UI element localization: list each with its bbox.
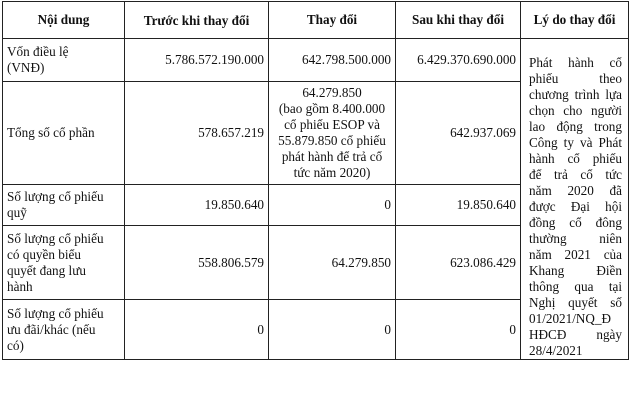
- cell-line: (VNĐ): [7, 60, 45, 76]
- capital-change-table: [2, 1, 629, 360]
- reason-line: hành cổ phiếu: [529, 151, 622, 166]
- reason-line: lao động trong: [529, 119, 622, 134]
- cell-line: có quyền biểu: [7, 246, 81, 262]
- reason-line: năm 2020 đã: [529, 183, 622, 198]
- header-change: Thay đổi: [269, 2, 396, 39]
- row-label: [3, 185, 125, 226]
- cell-line: tức năm 2020): [293, 165, 371, 181]
- reason-line: chọn cho người: [529, 103, 622, 118]
- cell-line: quỹ: [7, 205, 27, 221]
- cell-line: Vốn điều lệ: [7, 44, 69, 60]
- cell-line: 64.279.850: [331, 254, 391, 270]
- change-reason: [521, 39, 629, 360]
- cell-line: Số lượng cổ phiếu: [7, 305, 104, 321]
- cell-line: có): [7, 337, 24, 353]
- row-change-value: [269, 226, 396, 300]
- header-after: Sau khi thay đổi: [396, 2, 521, 39]
- row-after-value: 6.429.370.690.000: [396, 39, 521, 82]
- row-change-value: [269, 39, 396, 82]
- cell-line: Tổng số cổ phần: [7, 125, 95, 141]
- header-before-text: Trước khi thay đổi: [143, 12, 250, 28]
- cell-line: phát hành để trả cổ: [281, 149, 383, 165]
- row-before-value: 0: [125, 300, 269, 360]
- reason-line: HĐCĐ ngày: [529, 327, 622, 342]
- header-content: Nội dung: [3, 2, 125, 39]
- cell-line: quyết đang lưu: [7, 262, 86, 278]
- reason-line: phiếu theo: [529, 71, 622, 86]
- reason-line: Phát hành cổ: [529, 55, 622, 70]
- table-row: [3, 39, 629, 82]
- cell-line: (bao gồm 8.400.000: [278, 101, 386, 117]
- reason-line: đồng cổ đông: [529, 215, 622, 230]
- row-after-value: 623.086.429: [396, 226, 521, 300]
- row-label: [3, 226, 125, 300]
- row-after-value: 0: [396, 300, 521, 360]
- row-before-value: 19.850.640: [125, 185, 269, 226]
- row-change-value: [269, 82, 396, 185]
- cell-line: 642.798.500.000: [301, 52, 391, 68]
- cell-line: Số lượng cổ phiếu: [7, 189, 104, 205]
- reason-line: thông qua tại: [529, 279, 622, 294]
- cell-line: 55.879.850 cổ phiếu: [278, 133, 386, 149]
- row-change-value: [269, 185, 396, 226]
- reason-line: chương trình lựa: [529, 87, 622, 102]
- cell-line: Số lượng cổ phiếu: [7, 230, 104, 246]
- header-before: [125, 2, 269, 39]
- row-label: [3, 39, 125, 82]
- header-row: [3, 2, 629, 39]
- row-label: [3, 300, 125, 360]
- row-before-value: 5.786.572.190.000: [125, 39, 269, 82]
- reason-line: năm 2021 của: [529, 247, 622, 262]
- row-before-value: 578.657.219: [125, 82, 269, 185]
- reason-line: Khang Điền: [529, 263, 622, 278]
- cell-line: 0: [384, 197, 391, 213]
- reason-line: Nghị quyết số: [529, 295, 622, 310]
- header-reason: Lý do thay đổi: [521, 2, 629, 39]
- reason-line: được Đại hội: [529, 199, 622, 214]
- row-label: [3, 82, 125, 185]
- reason-line: thường niên: [529, 231, 622, 246]
- row-change-value: [269, 300, 396, 360]
- reason-line: Công ty và Phát: [529, 135, 622, 150]
- cell-line: ưu đãi/khác (nếu: [7, 321, 96, 337]
- cell-line: 64.279.850: [302, 85, 362, 101]
- reason-line: 28/4/2021: [529, 343, 583, 358]
- row-before-value: 558.806.579: [125, 226, 269, 300]
- row-after-value: 19.850.640: [396, 185, 521, 226]
- reason-line: 01/2021/NQ_Đ: [529, 311, 612, 326]
- cell-line: cổ phiếu ESOP và: [284, 117, 380, 133]
- row-after-value: 642.937.069: [396, 82, 521, 185]
- reason-line: để trả cổ tức: [529, 167, 622, 182]
- cell-line: hành: [7, 278, 33, 294]
- cell-line: 0: [384, 321, 391, 337]
